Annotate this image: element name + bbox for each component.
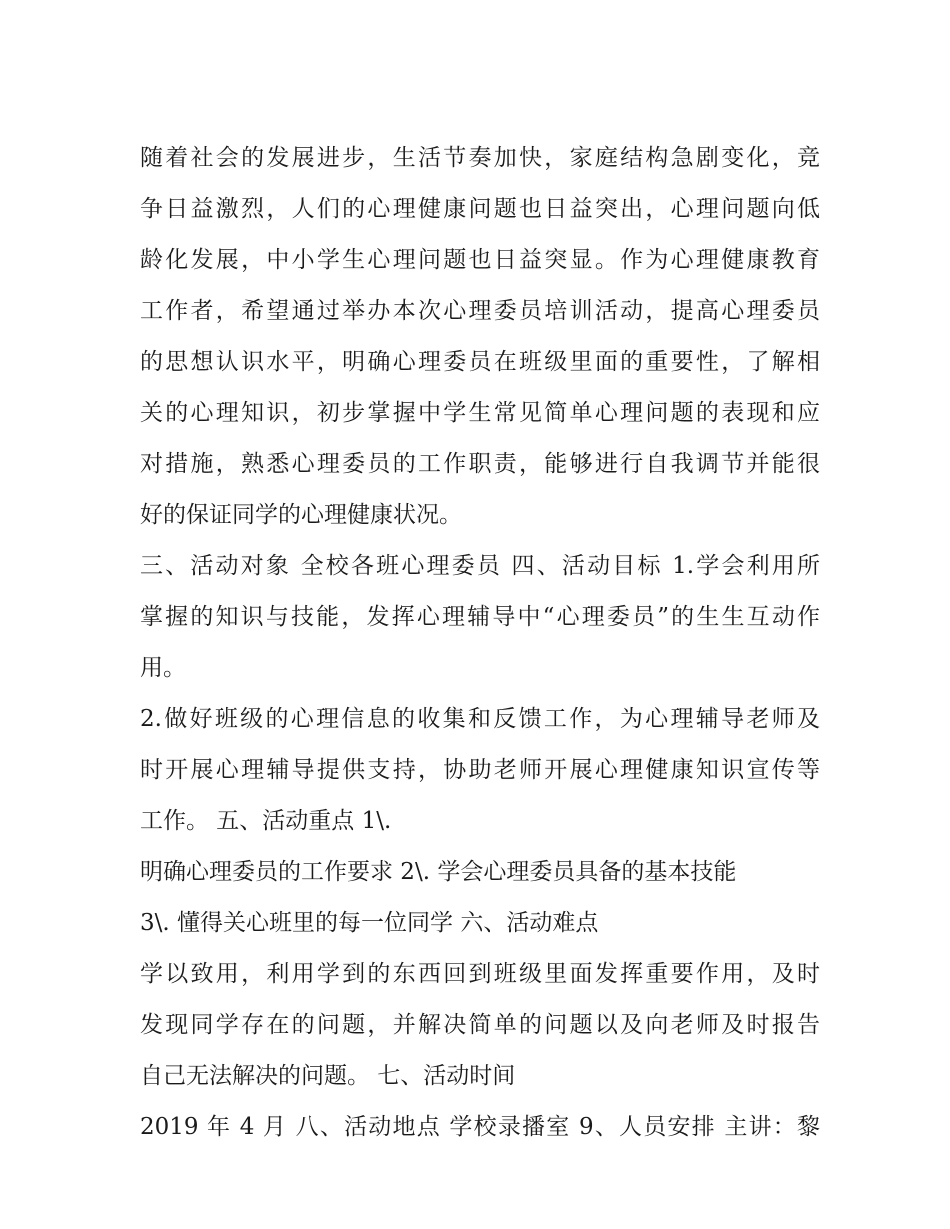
text-line: 龄化发展，中小学生心理问题也日益突显。作为心理健康教育 [140, 247, 820, 273]
text-line: 2.做好班级的心理信息的收集和反馈工作，为心理辅导老师及 [140, 706, 820, 732]
text-line: 2019 年 4 月 八、活动地点 学校录播室 9、人员安排 主讲：黎 [140, 1114, 820, 1140]
text-line: 掌握的知识与技能，发挥心理辅导中“心理委员”的生生互动作 [140, 604, 820, 630]
text-line: 对措施，熟悉心理委员的工作职责，能够进行自我调节并能很 [140, 451, 820, 477]
text-line: 的思想认识水平，明确心理委员在班级里面的重要性，了解相 [140, 349, 820, 375]
text-line: 学以致用，利用学到的东西回到班级里面发挥重要作用，及时 [140, 961, 820, 987]
text-line: 工作者，希望通过举办本次心理委员培训活动，提高心理委员 [140, 298, 820, 324]
text-line: 关的心理知识，初步掌握中学生常见简单心理问题的表现和应 [140, 400, 820, 426]
text-line: 时开展心理辅导提供支持，协助老师开展心理健康知识宣传等 [140, 757, 820, 783]
text-line: 明确心理委员的工作要求 2\. 学会心理委员具备的基本技能 [140, 859, 737, 885]
text-line: 三、活动对象 全校各班心理委员 四、活动目标 1.学会利用所 [140, 553, 820, 579]
text-line: 自己无法解决的问题。 七、活动时间 [140, 1063, 516, 1089]
text-line: 3\. 懂得关心班里的每一位同学 六、活动难点 [140, 910, 599, 936]
text-line: 好的保证同学的心理健康状况。 [140, 502, 462, 528]
text-line: 发现同学存在的问题，并解决简单的问题以及向老师及时报告 [140, 1012, 820, 1038]
text-line: 工作。 五、活动重点 1\. [140, 808, 392, 834]
text-line: 用。 [140, 655, 186, 681]
text-line: 随着社会的发展进步，生活节奏加快，家庭结构急剧变化，竞 [140, 145, 820, 171]
text-line: 争日益激烈，人们的心理健康问题也日益突出，心理问题向低 [140, 196, 820, 222]
